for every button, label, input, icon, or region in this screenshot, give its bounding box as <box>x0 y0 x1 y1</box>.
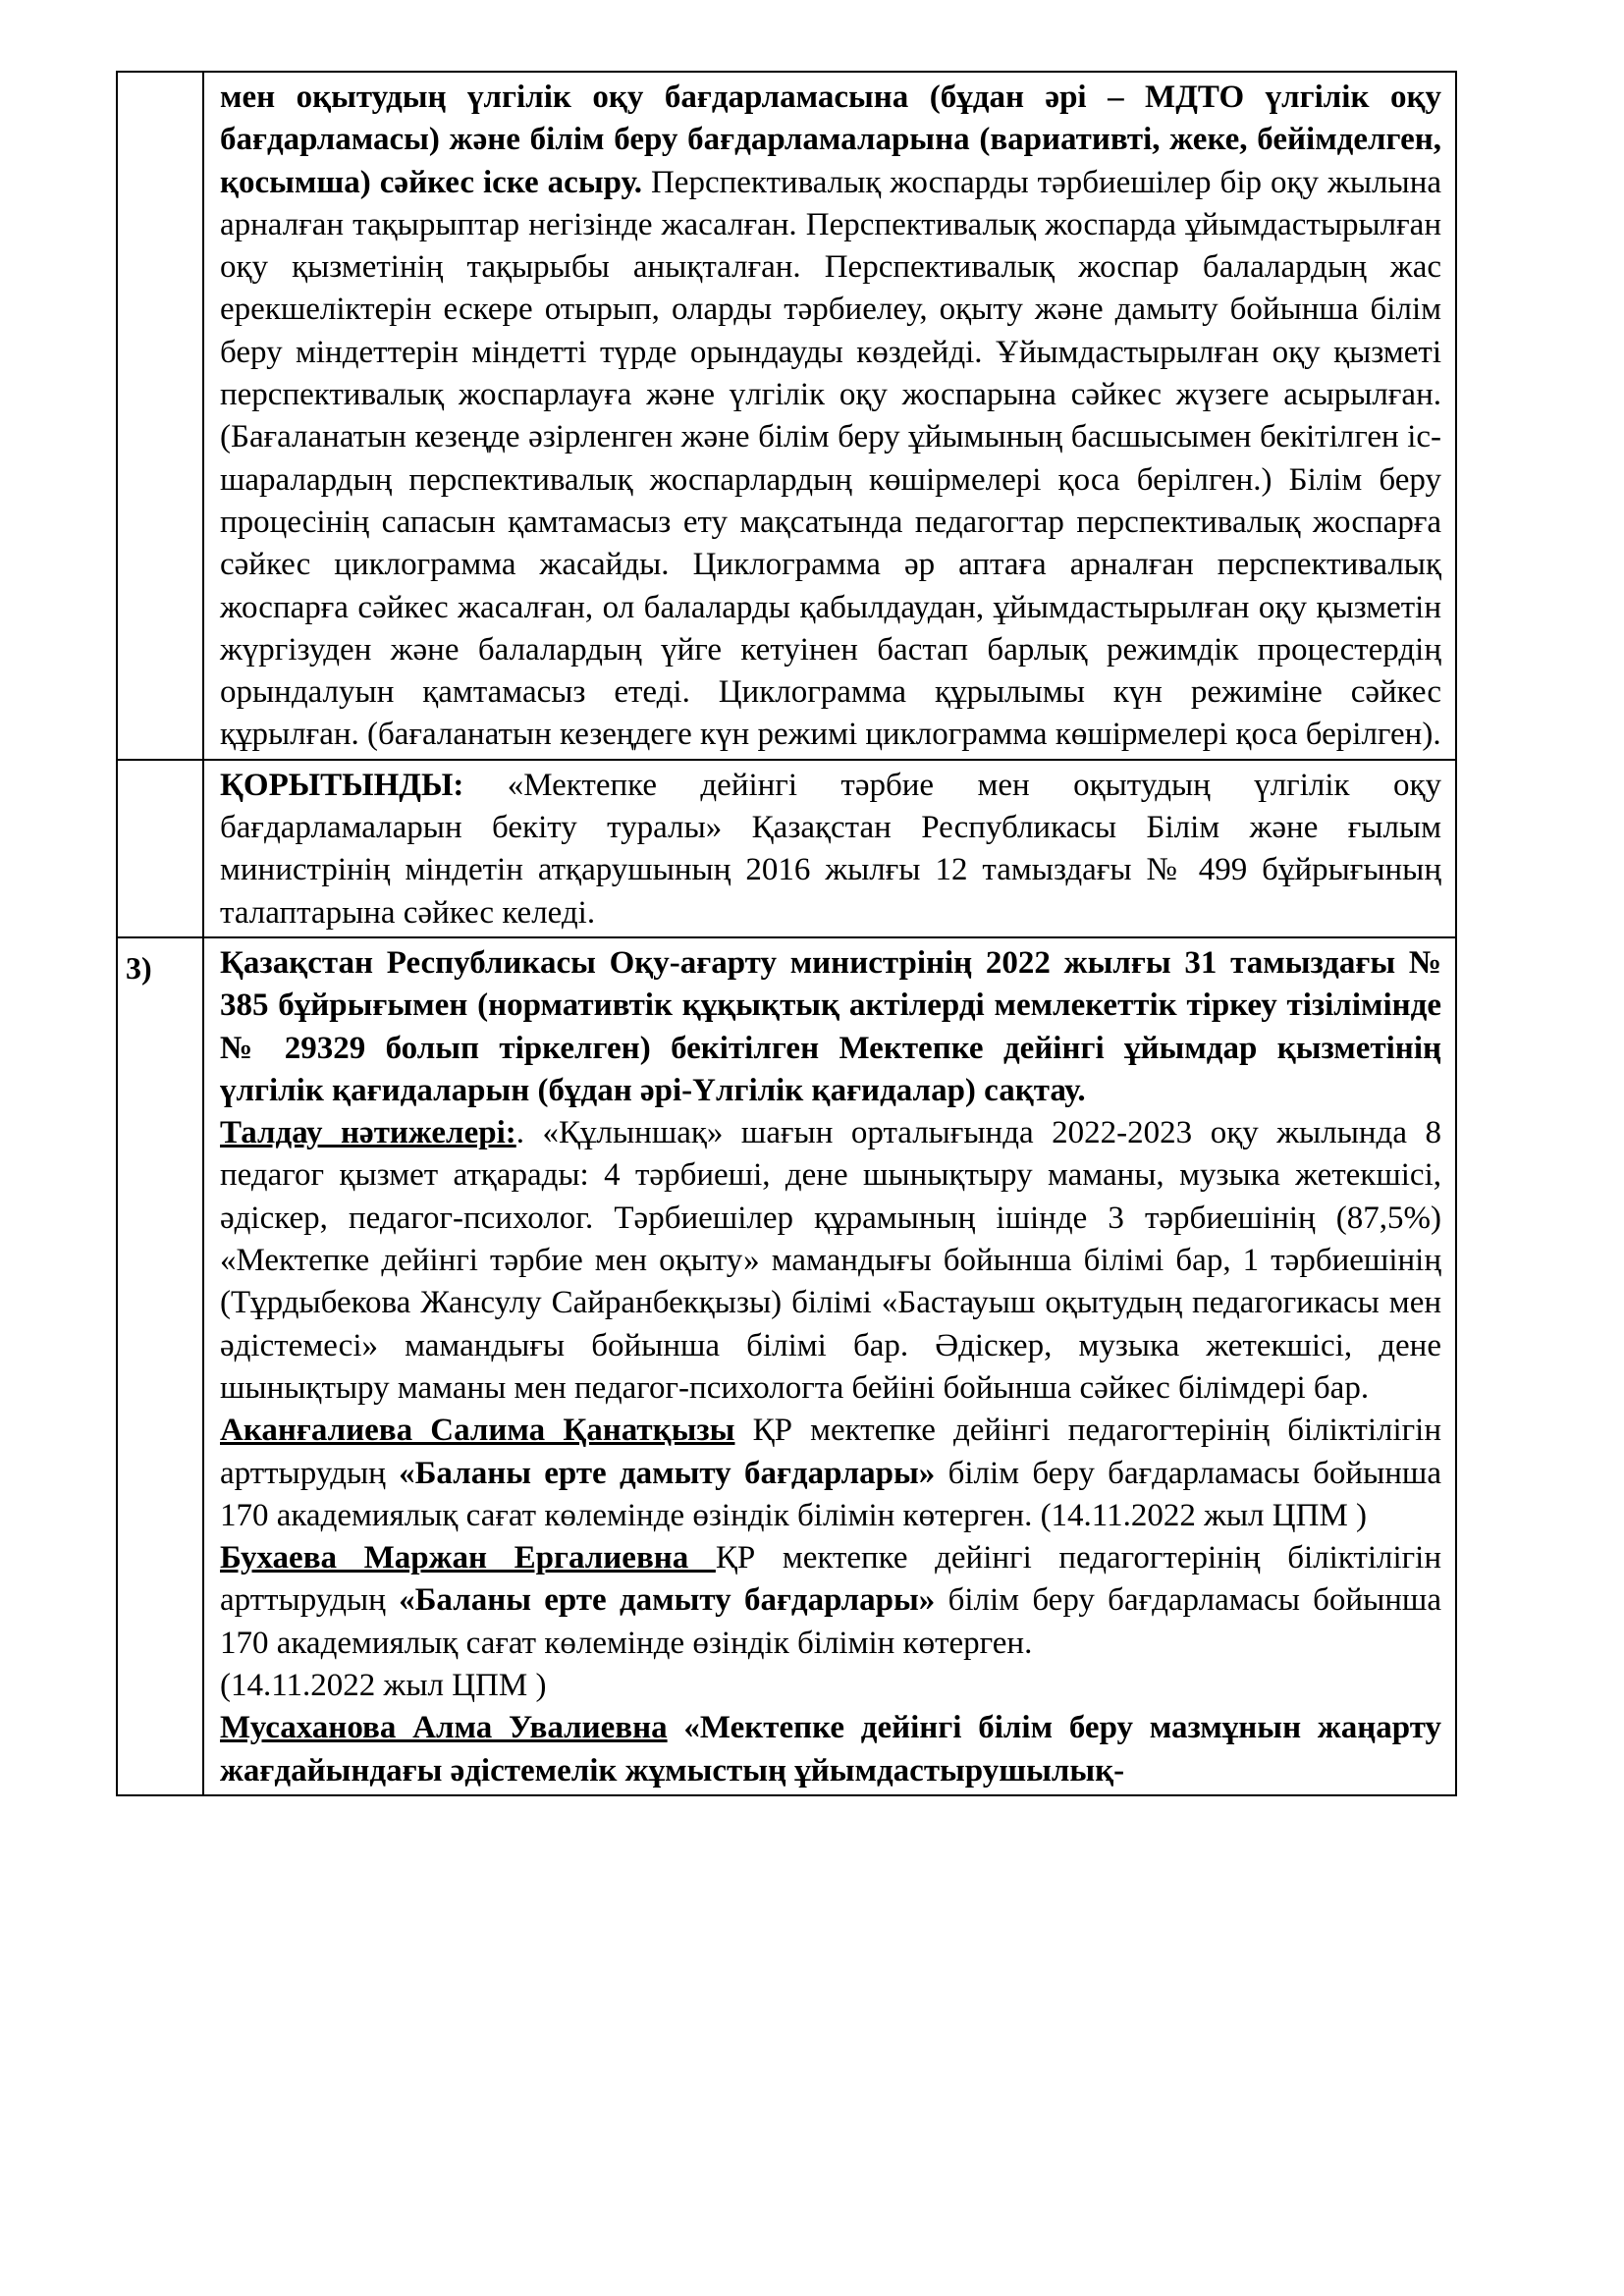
row-number: 3) <box>117 937 203 1795</box>
date-line: (14.11.2022 жыл ЦПМ ) <box>220 1667 547 1703</box>
conclusion-paragraph <box>220 765 1441 934</box>
section-3-heading: Қазақстан Республикасы Оқу-ағарту министрінің 2022 жылғы 31 тамыздағы № 385 бұйрығымен (нормативтік құқықтық актілерді мемлекеттік тіркеу тізілімінде № 29329 болып тіркелген) бекітілген Мектепке дейінгі ұйымдар қызметінің үлгілік қағидаларын (бұдан әрі-Үлгілік қағидалар) сақтау. <box>220 944 1441 1108</box>
table-row <box>117 937 1456 1795</box>
teacher-paragraph <box>220 1707 1441 1792</box>
section-continuation-cell <box>203 72 1456 760</box>
teacher-paragraph <box>220 1537 1441 1665</box>
teacher-text: білім беру бағдарламасы бойынша 170 академиялық сағат көлемінде өзіндік білімін көтерген. (14.11.2022 жыл ЦПМ ) <box>220 1455 1441 1533</box>
teacher-name: Мусаханова Алма Увалиевна <box>220 1710 668 1746</box>
row-number-empty <box>117 760 203 937</box>
teacher-text: ҚР мектепке дейінгі педагогтерінің біліктілігін арттырудың <box>220 1413 1441 1491</box>
course-title: «Баланы ерте дамыту бағдарлары» <box>399 1455 936 1491</box>
analysis-text: . «Құлыншақ» шағын орталығында 2022-2023 оқу жылында 8 педагог қызмет атқарады: 4 тәрбиеші, дене шынықтыру маманы, музыка жетекшісі, әдіскер, педагог-психолог. Тәрбиешілер құрамының ішінде 3 тәрбиешінің (87,5%) «Мектепке дейінгі тәрбие мен оқыту» мамандығы бойынша білімі бар, 1 тәрбиешінің (Тұрдыбекова Жансулу Сайранбекқызы) білімі «Бастауыш оқытудың педагогикасы мен әдістемесі» мамандығы бойынша білімі бар. Әдіскер, музыка жетекшісі, дене шынықтыру маманы мен педагог-психологта бейіні бойынша сәйкес білімдері бар. <box>220 1115 1441 1406</box>
conclusion-cell <box>203 760 1456 937</box>
course-title: «Мектепке дейінгі білім беру мазмұнын жаңарту жағдайындағы әдістемелік жұмыстың ұйымдастырушылық- <box>220 1710 1441 1789</box>
document-table <box>116 71 1457 1796</box>
conclusion-label: ҚОРЫТЫНДЫ: <box>220 767 464 803</box>
bold-lead-text: мен оқытудың үлгілік оқу бағдарламасына (бұдан әрі – МДТО үлгілік оқу бағдарламасы) және білім беру бағдарламаларына (вариативті, жеке, бейімделген, қосымша) сәйкес іске асыру. <box>220 80 1441 200</box>
row-number-empty <box>117 72 203 760</box>
teacher-text: ҚР мектепке дейінгі педагогтерінің біліктілігін арттырудың <box>220 1540 1441 1619</box>
teacher-paragraph <box>220 1410 1441 1537</box>
teacher-text <box>668 1710 684 1745</box>
teacher-text: білім беру бағдарламасы бойынша 170 академиялық сағат көлемінде өзіндік білімін көтерген. <box>220 1582 1441 1661</box>
analysis-label: Талдау нәтижелері: <box>220 1115 516 1151</box>
section-continuation-paragraph <box>220 77 1441 757</box>
table-row <box>117 760 1456 937</box>
section-3-cell <box>203 937 1456 1795</box>
teacher-name: Бухаева Маржан Ергалиевна <box>220 1540 716 1576</box>
body-text: Перспективалық жоспарды тәрбиешілер бір оқу жылына арналған тақырыптар негізінде жасалған. Перспективалық жоспарда ұйымдастырылған оқу қызметінің тақырыбы анықталған. Перспективалық жоспар балалардың жас ерекшеліктерін ескере отырып, оларды тәрбиелеу, оқыту және дамыту бойынша білім беру міндеттерін міндетті түрде орындауды көздейді. Ұйымдастырылған оқу қызметі перспективалық жоспарлауға және үлгілік оқу жоспарына сәйкес жүзеге асырылған. (Бағаланатын кезеңде әзірленген және білім беру ұйымының басшысымен бекітілген іс-шаралардың перспективалық жоспарлардың көшірмелері қоса берілген.) Білім беру процесінің сапасын қамтамасыз ету мақсатында педагогтар перспективалық жоспарға сәйкес циклограмма жасайды. Циклограмма әр аптаға арналған перспективалық жоспарға сәйкес жасалған, ол балаларды қабылдаудан, ұйымдастырылған оқу қызметін жүргізуден және балалардың үйге кетуінен бастап барлық режимдік процестердің орындалуын қамтамасыз етеді. Циклограмма құрылымы күн режиміне сәйкес құрылған. (бағаланатын кезеңдеге күн режимі циклограмма көшірмелері қоса берілген). <box>220 164 1441 753</box>
analysis-paragraph <box>220 1112 1441 1410</box>
conclusion-text: «Мектепке дейінгі тәрбие мен оқытудың үлгілік оқу бағдарламаларын бекіту туралы» Қазақстан Республикасы Білім және ғылым министрінің міндетін атқарушының 2016 жылғы 12 тамыздағы № 499 бұйрығының талаптарына сәйкес келеді. <box>220 767 1441 931</box>
course-title: «Баланы ерте дамыту бағдарлары» <box>399 1582 936 1619</box>
teacher-name: Аканғалиева Салима Қанатқызы <box>220 1413 735 1449</box>
table-row <box>117 72 1456 760</box>
